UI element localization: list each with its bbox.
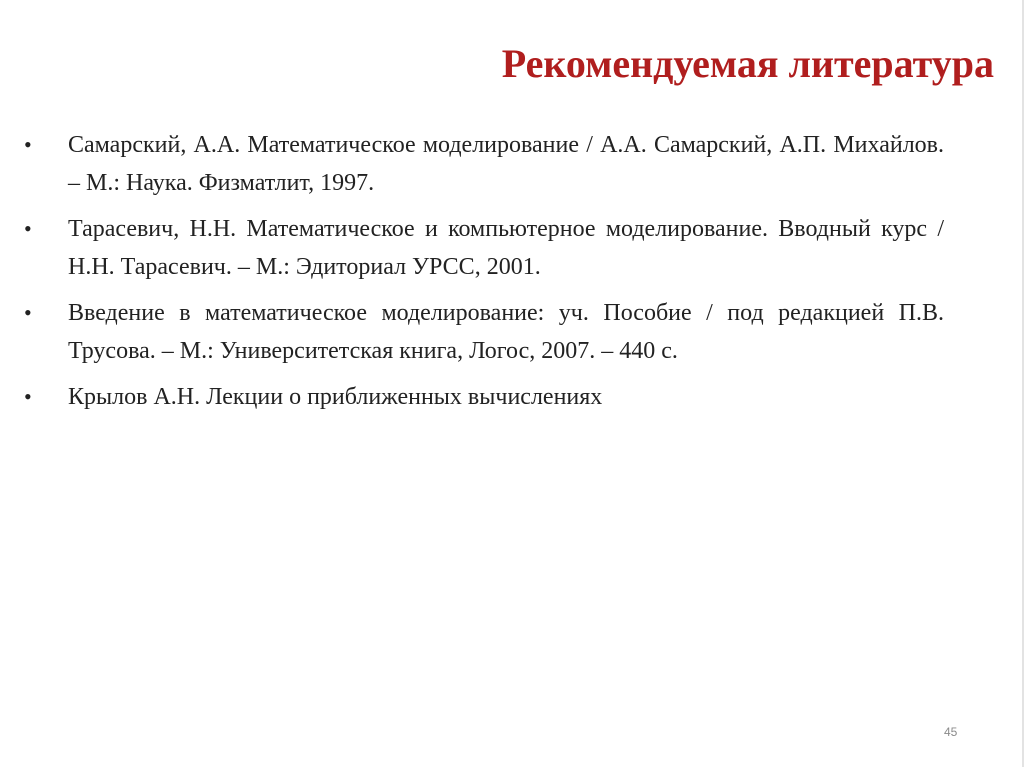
bullet-icon: • — [24, 132, 32, 157]
reference-text: Тарасевич, Н.Н. Математическое и компьютерное моделирование. Вводный курс / Н.Н. Тарасевич. – М.: Эдиториал УРСС, 2001. — [68, 216, 944, 280]
reference-text: Крылов А.Н. Лекции о приближенных вычислениях — [68, 384, 603, 410]
slide-title: Рекомендуемая литература — [501, 41, 994, 86]
reference-item — [24, 294, 944, 370]
reference-text: Введение в математическое моделирование: уч. Пособие / под редакцией П.В. Трусова. – М.: Университетская книга, Логос, 2007. – 440 с. — [68, 300, 944, 364]
reference-item — [24, 126, 944, 202]
reference-item — [24, 378, 944, 416]
reference-list — [24, 126, 944, 424]
reference-item — [24, 210, 944, 286]
reference-text: Самарский, А.А. Математическое моделирование / А.А. Самарский, А.П. Михайлов. – М.: Наука. Физматлит, 1997. — [68, 132, 944, 196]
page-number: 45 — [944, 725, 958, 739]
bullet-icon: • — [24, 384, 32, 409]
bullet-icon: • — [24, 216, 32, 241]
bullet-icon: • — [24, 300, 32, 325]
